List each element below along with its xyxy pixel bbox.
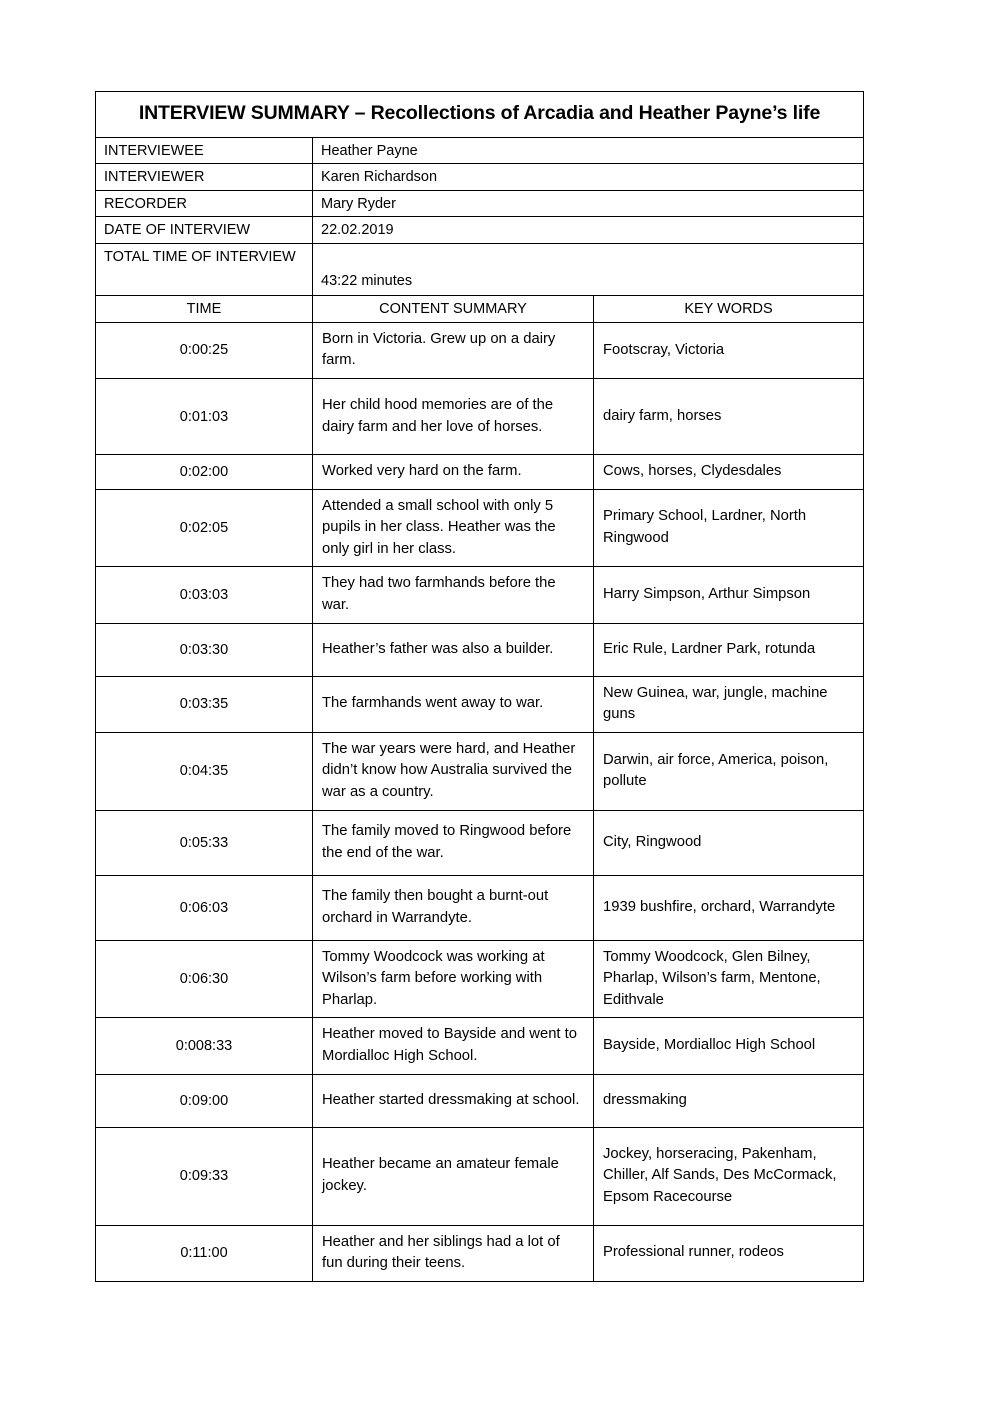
metadata-row-interviewee bbox=[96, 137, 864, 164]
cell-key-words: Cows, horses, Clydesdales bbox=[594, 455, 864, 490]
table-row bbox=[96, 489, 864, 567]
metadata-row-interviewer bbox=[96, 164, 864, 191]
document-title: INTERVIEW SUMMARY – Recollections of Arcadia and Heather Payne’s life bbox=[96, 92, 864, 138]
cell-time: 0:06:30 bbox=[96, 940, 313, 1018]
table-row bbox=[96, 455, 864, 490]
metadata-row-date-of-interview bbox=[96, 217, 864, 244]
table-row bbox=[96, 810, 864, 875]
table-row bbox=[96, 1225, 864, 1281]
title-row bbox=[96, 92, 864, 138]
cell-content-summary: Worked very hard on the farm. bbox=[313, 455, 594, 490]
cell-content-summary: Heather and her siblings had a lot of fun during their teens. bbox=[313, 1225, 594, 1281]
table-row bbox=[96, 1127, 864, 1225]
table-row bbox=[96, 1074, 864, 1127]
cell-time: 0:03:30 bbox=[96, 623, 313, 676]
cell-key-words: Footscray, Victoria bbox=[594, 322, 864, 378]
cell-key-words: Harry Simpson, Arthur Simpson bbox=[594, 567, 864, 623]
cell-key-words: Jockey, horseracing, Pakenham, Chiller, Alf Sands, Des McCormack, Epsom Racecourse bbox=[594, 1127, 864, 1225]
column-header-content-summary: CONTENT SUMMARY bbox=[313, 295, 594, 322]
cell-content-summary: Attended a small school with only 5 pupils in her class. Heather was the only girl in her class. bbox=[313, 489, 594, 567]
table-row bbox=[96, 623, 864, 676]
metadata-label: INTERVIEWEE bbox=[96, 137, 313, 164]
table-row bbox=[96, 1018, 864, 1074]
cell-content-summary: Her child hood memories are of the dairy farm and her love of horses. bbox=[313, 379, 594, 455]
cell-key-words: Bayside, Mordialloc High School bbox=[594, 1018, 864, 1074]
table-row bbox=[96, 322, 864, 378]
table-row bbox=[96, 732, 864, 810]
cell-time: 0:06:03 bbox=[96, 875, 313, 940]
column-header-key-words: KEY WORDS bbox=[594, 295, 864, 322]
table-row bbox=[96, 379, 864, 455]
metadata-value: Karen Richardson bbox=[313, 164, 864, 191]
metadata-value: Heather Payne bbox=[313, 137, 864, 164]
cell-time: 0:03:35 bbox=[96, 676, 313, 732]
table-row bbox=[96, 567, 864, 623]
cell-content-summary: They had two farmhands before the war. bbox=[313, 567, 594, 623]
table-row bbox=[96, 875, 864, 940]
column-header-row bbox=[96, 295, 864, 322]
cell-time: 0:02:00 bbox=[96, 455, 313, 490]
cell-time: 0:02:05 bbox=[96, 489, 313, 567]
metadata-value: 22.02.2019 bbox=[313, 217, 864, 244]
cell-time: 0:09:33 bbox=[96, 1127, 313, 1225]
table-row bbox=[96, 940, 864, 1018]
table-row bbox=[96, 676, 864, 732]
interview-summary-table bbox=[95, 91, 864, 1282]
metadata-label: INTERVIEWER bbox=[96, 164, 313, 191]
cell-content-summary: The family then bought a burnt-out orchard in Warrandyte. bbox=[313, 875, 594, 940]
metadata-value: Mary Ryder bbox=[313, 190, 864, 217]
cell-time: 0:05:33 bbox=[96, 810, 313, 875]
metadata-label: RECORDER bbox=[96, 190, 313, 217]
cell-key-words: 1939 bushfire, orchard, Warrandyte bbox=[594, 875, 864, 940]
cell-time: 0:008:33 bbox=[96, 1018, 313, 1074]
cell-time: 0:00:25 bbox=[96, 322, 313, 378]
cell-key-words: dressmaking bbox=[594, 1074, 864, 1127]
metadata-label: TOTAL TIME OF INTERVIEW bbox=[96, 243, 313, 295]
cell-content-summary: Heather’s father was also a builder. bbox=[313, 623, 594, 676]
cell-key-words: Professional runner, rodeos bbox=[594, 1225, 864, 1281]
cell-time: 0:09:00 bbox=[96, 1074, 313, 1127]
metadata-row-total-time bbox=[96, 243, 864, 295]
column-header-time: TIME bbox=[96, 295, 313, 322]
interview-summary-table-wrapper bbox=[95, 91, 863, 1282]
cell-content-summary: Heather moved to Bayside and went to Mordialloc High School. bbox=[313, 1018, 594, 1074]
cell-content-summary: The farmhands went away to war. bbox=[313, 676, 594, 732]
cell-key-words: Primary School, Lardner, North Ringwood bbox=[594, 489, 864, 567]
cell-key-words: Darwin, air force, America, poison, pollute bbox=[594, 732, 864, 810]
metadata-row-recorder bbox=[96, 190, 864, 217]
cell-content-summary: The family moved to Ringwood before the end of the war. bbox=[313, 810, 594, 875]
cell-content-summary: Heather became an amateur female jockey. bbox=[313, 1127, 594, 1225]
cell-key-words: Tommy Woodcock, Glen Bilney, Pharlap, Wilson’s farm, Mentone, Edithvale bbox=[594, 940, 864, 1018]
cell-content-summary: Tommy Woodcock was working at Wilson’s farm before working with Pharlap. bbox=[313, 940, 594, 1018]
metadata-value: 43:22 minutes bbox=[313, 243, 864, 295]
cell-time: 0:01:03 bbox=[96, 379, 313, 455]
cell-key-words: Eric Rule, Lardner Park, rotunda bbox=[594, 623, 864, 676]
cell-time: 0:11:00 bbox=[96, 1225, 313, 1281]
cell-key-words: dairy farm, horses bbox=[594, 379, 864, 455]
cell-content-summary: Born in Victoria. Grew up on a dairy farm. bbox=[313, 322, 594, 378]
cell-content-summary: The war years were hard, and Heather didn’t know how Australia survived the war as a country. bbox=[313, 732, 594, 810]
cell-time: 0:04:35 bbox=[96, 732, 313, 810]
cell-time: 0:03:03 bbox=[96, 567, 313, 623]
metadata-label: DATE OF INTERVIEW bbox=[96, 217, 313, 244]
cell-key-words: City, Ringwood bbox=[594, 810, 864, 875]
cell-key-words: New Guinea, war, jungle, machine guns bbox=[594, 676, 864, 732]
cell-content-summary: Heather started dressmaking at school. bbox=[313, 1074, 594, 1127]
